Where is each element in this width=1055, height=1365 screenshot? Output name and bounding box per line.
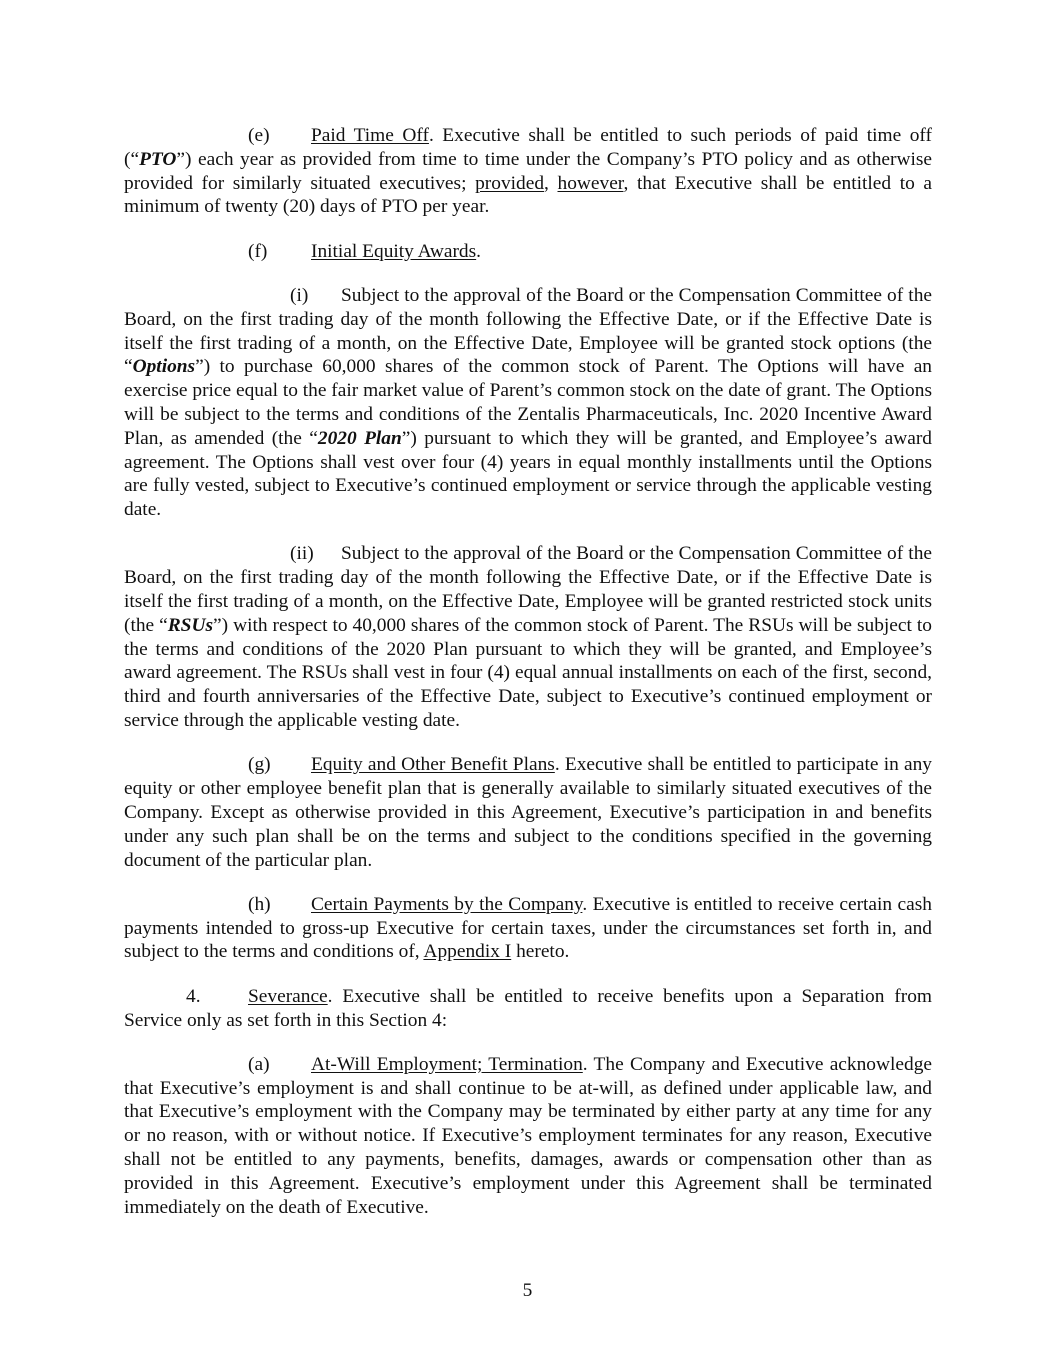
defined-term-rsus: RSUs (167, 614, 214, 636)
paragraph-label: (ii) (290, 543, 314, 565)
section-heading-at-will-employment: At-Will Employment; Termination (311, 1053, 583, 1075)
paragraph-label: (h) (248, 893, 271, 915)
paragraph-label: (g) (248, 754, 271, 776)
section-number: 4. (186, 985, 201, 1007)
section-heading-initial-equity-awards: Initial Equity Awards (311, 240, 477, 262)
term-however: however (557, 172, 624, 194)
paragraph-f-ii-rsus: (ii) Subject to the approval of the Board or the Compensation Committee of the Board, on the first trading day of the month following the Effective Date, or if the Effective Date is itself the first trading of a month, on the Effective Date, Employee will be granted restricted stock units (the “RSUs”) with respect to 40,000 shares of the common stock of Parent. The RSUs will be subject to the terms and conditions of the 2020 Plan pursuant to which they will be granted, and Employee’s award agreement. The RSUs shall vest in four (4) equal annual installments on each of the first, second, third and fourth anniversaries of the Effective Date, subject to Executive’s continued employment or service through the applicable vesting date. (124, 543, 932, 732)
paragraph-label: (i) (290, 284, 309, 306)
defined-term-options: Options (132, 356, 196, 378)
paragraph-e-paid-time-off: (e) Paid Time Off. Executive shall be entitled to such periods of paid time off (“PTO”) each year as provided from time to time under the Company’s PTO policy and as otherwise provided for similarly situated executives; provided, however, that Executive shall be entitled to a minimum of twenty (20) days of PTO per year. (124, 125, 933, 218)
paragraph-a-at-will-employment: (a) At-Will Employment; Termination. The Company and Executive acknowledge that Executive’s employment is and shall continue to be at-will, as defined under applicable law, and that Executive’s employment with the Company may be terminated by either party at any time for any or no reason, with or without notice. If Executive’s employment terminates for any reason, Executive shall not be entitled to any payments, benefits, damages, awards or compensation other than as provided in this Agreement. Executive’s employment under this Agreement shall be terminated immediately on the death of Executive. (124, 1053, 932, 1218)
paragraph-label: (f) (248, 240, 268, 262)
term-provided: provided (475, 172, 545, 194)
section-heading-equity-benefit-plans: Equity and Other Benefit Plans (311, 754, 555, 776)
paragraph-label: (e) (248, 125, 270, 146)
defined-term-pto: PTO (139, 148, 177, 170)
paragraph-f-i-options: (i) Subject to the approval of the Board or the Compensation Committee of the Board, on the first trading day of the month following the Effective Date, or if the Effective Date is itself the first trading of a month, on the Effective Date, Employee will be granted stock options (the “Options”) to purchase 60,000 shares of the common stock of Parent. The Options will have an exercise price equal to the fair market value of Parent’s common stock on the date of grant. The Options will be subject to the terms and conditions of the Zentalis Pharmaceuticals, Inc. 2020 Incentive Award Plan, as amended (the “2020 Plan”) pursuant to which they will be granted, and Employee’s award agreement. The Options shall vest over four (4) years in equal monthly installments until the Options are fully vested, subject to Executive’s continued employment or service through the applicable vesting date. (124, 284, 933, 521)
paragraph-g-benefit-plans: (g) Equity and Other Benefit Plans. Executive shall be entitled to participate in any equity or other employee benefit plan that is generally available to similarly situated executives of the Company. Except as otherwise provided in this Agreement, Executive’s participation in and benefits under any such plan shall be on the terms and subject to the conditions specified in the governing document of the particular plan. (124, 754, 933, 871)
paragraph-label: (a) (248, 1053, 270, 1075)
section-heading-paid-time-off: Paid Time Off (311, 125, 429, 146)
document-page (124, 124, 932, 1240)
section-heading-severance: Severance (248, 985, 328, 1007)
paragraph-h-certain-payments: (h) Certain Payments by the Company. Executive is entitled to receive certain cash payments intended to gross-up Executive for certain taxes, under the circumstances set forth in, and subject to the terms and conditions of, Appendix I hereto. (124, 893, 932, 963)
appendix-reference: Appendix I (423, 941, 512, 963)
section-heading-certain-payments: Certain Payments by the Company (311, 893, 583, 915)
paragraph-f-initial-equity-awards: (f) Initial Equity Awards. (248, 240, 482, 262)
defined-term-2020-plan: 2020 Plan (317, 427, 402, 449)
page-number: 5 (522, 1280, 533, 1301)
section-4-severance: 4. Severance. Executive shall be entitled to receive benefits upon a Separation from Service only as set forth in this Section 4: (124, 985, 932, 1031)
